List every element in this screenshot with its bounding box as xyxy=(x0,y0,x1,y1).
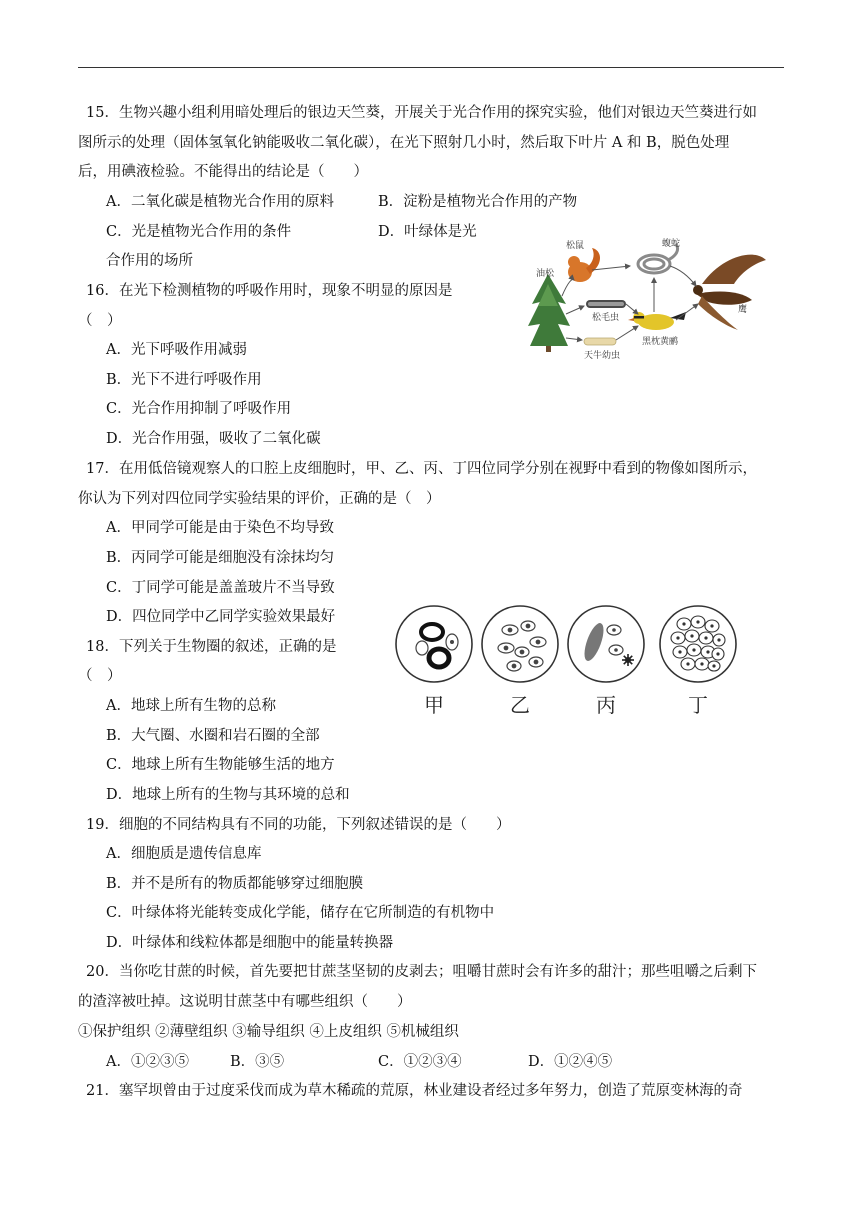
label-bing: 丙 xyxy=(596,693,616,717)
field-bing xyxy=(568,606,644,682)
label-snake: 蝮蛇 xyxy=(662,239,681,249)
q20-option-b: B．③⑤ xyxy=(230,1054,285,1070)
q16-stem-line-1: 16．在光下检测植物的呼吸作用时，现象不明显的原因是 xyxy=(86,283,453,299)
q15-option-b: B．淀粉是植物光合作用的产物 xyxy=(378,194,578,210)
q15-option-d-continued: 合作用的场所 xyxy=(106,253,193,269)
q19-option-c: C．叶绿体将光能转变成化学能，储存在它所制造的有机物中 xyxy=(106,905,495,921)
label-ding: 丁 xyxy=(688,693,708,717)
q16-option-a: A．光下呼吸作用减弱 xyxy=(106,342,247,358)
q15-option-d: D．叶绿体是光 xyxy=(378,224,477,240)
food-web-figure xyxy=(526,234,772,364)
label-hawk: 鹰 xyxy=(738,305,748,315)
label-pine: 油松 xyxy=(536,269,555,279)
label-yi: 乙 xyxy=(510,693,530,717)
q15-option-a: A．二氧化碳是植物光合作用的原料 xyxy=(106,194,334,210)
q18-stem-line-2: （ ） xyxy=(78,668,122,684)
q16-option-b: B．光下不进行呼吸作用 xyxy=(106,372,262,388)
beetle-larva-icon xyxy=(584,338,616,345)
q21-stem-line-1: 21．塞罕坝曾由于过度采伐而成为草木稀疏的荒原，林业建设者经过多年努力，创造了荒原变林海的奇 xyxy=(86,1083,743,1099)
q16-stem-line-2: （ ） xyxy=(78,313,122,329)
q19-stem: 19．细胞的不同结构具有不同的功能，下列叙述错误的是（ ） xyxy=(86,817,511,833)
q17-stem-line-1: 17．在用低倍镜观察人的口腔上皮细胞时，甲、乙、丙、丁四位同学分别在视野中看到的物像如图所示， xyxy=(86,461,757,477)
field-yi xyxy=(482,606,558,682)
q18-option-c: C．地球上所有生物能够生活的地方 xyxy=(106,757,335,773)
header-rule xyxy=(78,67,784,68)
cells-figure xyxy=(392,602,744,720)
label-oriole: 黑枕黄鹂 xyxy=(642,337,679,347)
q15-stem-line-1: 15．生物兴趣小组利用暗处理后的银边天竺葵，开展关于光合作用的探究实验，他们对银边天竺葵进行如 xyxy=(86,105,757,121)
pine-tree-icon xyxy=(528,274,570,352)
q20-stem-line-1: 20．当你吃甘蔗的时候，首先要把甘蔗茎坚韧的皮剥去；咀嚼甘蔗时会有许多的甜汁；那些咀嚼之后剩下 xyxy=(86,964,757,980)
q18-option-a: A．地球上所有生物的总称 xyxy=(106,698,276,714)
hawk-icon xyxy=(693,255,766,330)
field-ding xyxy=(660,606,736,682)
q18-option-d: D．地球上所有的生物与其环境的总和 xyxy=(106,787,350,803)
label-caterpillar: 松毛虫 xyxy=(592,313,620,323)
q17-option-b: B．丙同学可能是细胞没有涂抹均匀 xyxy=(106,550,335,566)
q16-option-c: C．光合作用抑制了呼吸作用 xyxy=(106,401,292,417)
q19-option-d: D．叶绿体和线粒体都是细胞中的能量转换器 xyxy=(106,935,394,951)
label-jia: 甲 xyxy=(424,693,444,717)
q17-option-c: C．丁同学可能是盖盖玻片不当导致 xyxy=(106,580,335,596)
q17-option-a: A．甲同学可能是由于染色不均导致 xyxy=(106,520,334,536)
q15-option-c: C．光是植物光合作用的条件 xyxy=(106,224,292,240)
label-beetle-larva: 天牛幼虫 xyxy=(584,351,621,361)
q20-stem-line-2: 的渣滓被吐掉。这说明甘蔗茎中有哪些组织（ ） xyxy=(78,994,412,1010)
label-squirrel: 松鼠 xyxy=(566,241,585,251)
q15-stem-line-2: 图所示的处理（固体氢氧化钠能吸收二氧化碳），在光下照射几小时，然后取下叶片 A 和 B，脱色处理 xyxy=(78,135,730,151)
squirrel-icon xyxy=(568,248,600,282)
q17-option-d: D．四位同学中乙同学实验效果最好 xyxy=(106,609,336,625)
q17-stem-line-2: 你认为下列对四位同学实验结果的评价，正确的是（ ） xyxy=(78,491,441,507)
q18-option-b: B．大气圈、水圈和岩石圈的全部 xyxy=(106,728,320,744)
q15-stem-line-3: 后，用碘液检验。不能得出的结论是（ ） xyxy=(78,164,368,180)
q20-option-d: D．①②④⑤ xyxy=(528,1054,613,1070)
q19-option-b: B．并不是所有的物质都能够穿过细胞膜 xyxy=(106,876,364,892)
q18-stem-line-1: 18．下列关于生物圈的叙述，正确的是 xyxy=(86,639,337,655)
q20-option-a: A．①②③⑤ xyxy=(106,1054,189,1070)
field-jia xyxy=(396,606,472,682)
q16-option-d: D．光合作用强，吸收了二氧化碳 xyxy=(106,431,321,447)
q20-option-c: C．①②③④ xyxy=(378,1054,462,1070)
q19-option-a: A．细胞质是遗传信息库 xyxy=(106,846,262,862)
caterpillar-icon xyxy=(586,300,626,308)
q20-choices-line: ①保护组织 ②薄壁组织 ③输导组织 ④上皮组织 ⑤机械组织 xyxy=(78,1024,459,1040)
